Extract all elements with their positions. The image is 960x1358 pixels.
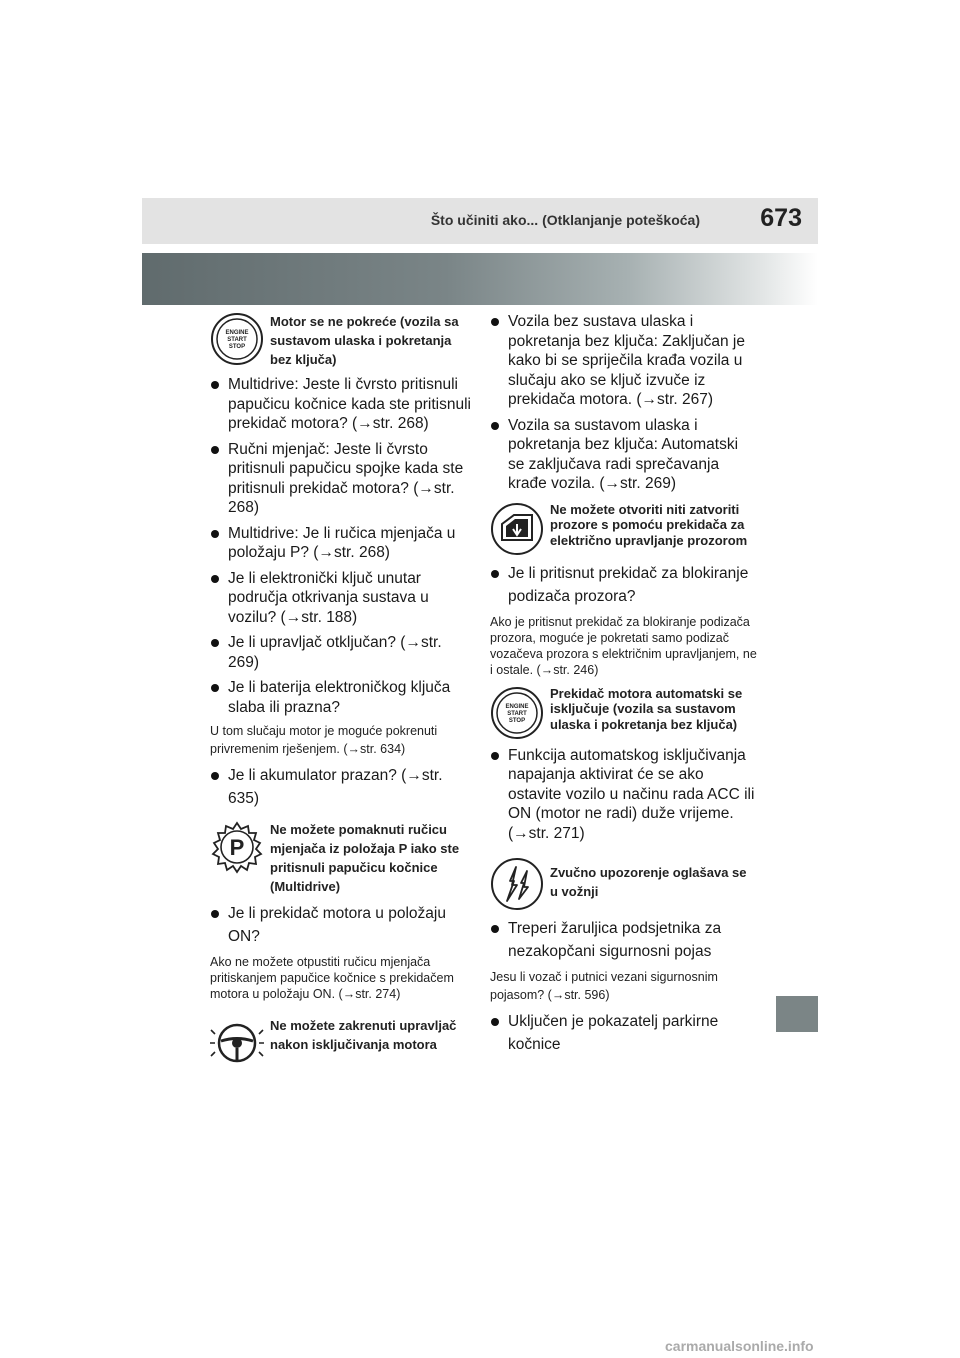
right-column xyxy=(490,312,758,1062)
list-item: Vozila sa sustavom ulaska i pokretanja bez ključa: Automatski se zaključava radi sprečavanja krađe vozila. (→str. 269) xyxy=(490,416,758,494)
section-title: Motor se ne pokreće (vozila sa sustavom ulaska i pokretanja bez ključa) xyxy=(270,314,459,367)
chapter-tab xyxy=(776,996,818,1032)
icon-line: ENGINE xyxy=(225,330,249,336)
section-shift-lever xyxy=(210,820,472,896)
section-steering xyxy=(210,1016,472,1070)
icon-letter: P xyxy=(229,835,245,860)
list-item: Funkcija automatskog isključivanja napajanja aktivirat će se ako ostavite vozilo u načinu rada ACC ili ON (motor ne radi) duže vrijeme. (→str. 271) xyxy=(490,746,758,844)
list-item: Je li elektronički ključ unutar područja otkrivanja sustava u vozilu? (→str. 188) xyxy=(210,569,472,628)
section-title: Ne možete otvoriti niti zatvoriti prozore s pomoću prekidača za električno upravljanje prozorom xyxy=(550,501,748,548)
list-item: Vozila bez sustava ulaska i pokretanja bez ključa: Zaključan je kako bi se spriječila krađa vozila u slučaju ako se ključ izvuče iz prekidača motora. (→str. 267) xyxy=(490,312,758,410)
list-item: Ručni mjenjač: Jeste li čvrsto pritisnuli papučicu spojke kada ste pritisnuli prekidač motora? (→str. 268) xyxy=(210,440,472,518)
section-windows xyxy=(490,502,758,556)
section-title: Ne možete pomaknuti ručicu mjenjača iz položaja P iako ste pritisnuli papučicu kočnice (Multidrive) xyxy=(270,822,460,894)
section-title: Prekidač motora automatski se isključuje (vozila sa sustavom ulaska i pokretanja bez ključa) xyxy=(550,685,743,732)
warning-buzzer-icon xyxy=(490,857,546,911)
icon-line: STOP xyxy=(508,717,526,724)
note-text: Ako je pritisnut prekidač za blokiranje podizača prozora, moguće je pokretati samo podizač vozačeva prozora s električnim upravljanjem, ne i ostale. (→str. 246) xyxy=(490,614,757,677)
list-item: Je li prekidač motora u položaju ON? xyxy=(210,902,472,948)
list-item: Je li pritisnut prekidač za blokiranje podizača prozora? xyxy=(490,562,758,608)
header-bar xyxy=(142,198,818,244)
page-number: 673 xyxy=(760,204,802,232)
list-item: Uključen je pokazatelj parkirne kočnice xyxy=(490,1010,758,1056)
left-column xyxy=(210,312,472,1076)
icon-line: STOP xyxy=(228,344,246,350)
note-text: Jesu li vozač i putnici vezani sigurnosnim pojasom? (→str. 596) xyxy=(490,970,718,1002)
list-item: Treperi žaruljica podsjetnika za nezakopčani sigurnosni pojas xyxy=(490,917,758,963)
chapter-title: Što učiniti ako... (Otklanjanje poteškoća) xyxy=(430,212,700,228)
section-band xyxy=(142,253,818,305)
section-engine-not-start xyxy=(210,312,472,369)
park-gear-icon xyxy=(210,820,266,874)
section-buzzer xyxy=(490,857,758,911)
engine-start-stop-icon xyxy=(490,686,546,740)
list-item: Je li upravljač otključan? (→str. 269) xyxy=(210,633,472,672)
note-text: Ako ne možete otpustiti ručicu mjenjača pritiskanjem papučice kočnice s prekidačem motora u položaju ON. (→str. 274) xyxy=(210,955,454,1001)
engine-start-stop-icon xyxy=(210,312,266,366)
section-auto-off xyxy=(490,686,758,740)
icon-line: ENGINE xyxy=(505,703,529,710)
steering-lock-icon xyxy=(210,1016,266,1070)
list-item: Multidrive: Je li ručica mjenjača u položaju P? (→str. 268) xyxy=(210,524,472,563)
list-item: Je li akumulator prazan? (→str. 635) xyxy=(210,764,472,810)
icon-line: START xyxy=(507,710,527,717)
section-title: Ne možete zakrenuti upravljač nakon isključivanja motora xyxy=(270,1018,457,1052)
window-lock-icon xyxy=(490,502,546,556)
list-item: Je li baterija elektroničkog ključa slaba ili prazna? xyxy=(210,678,472,717)
list-item: Multidrive: Jeste li čvrsto pritisnuli papučicu kočnice kada ste pritisnuli prekidač motora? (→str. 268) xyxy=(210,375,472,434)
icon-line: START xyxy=(227,337,247,343)
watermark: carmanualsonline.info xyxy=(665,1338,814,1354)
section-title: Zvučno upozorenje oglašava se u vožnji xyxy=(550,865,747,899)
note-text: U tom slučaju motor je moguće pokrenuti privremenim rješenjem. (→str. 634) xyxy=(210,724,438,756)
